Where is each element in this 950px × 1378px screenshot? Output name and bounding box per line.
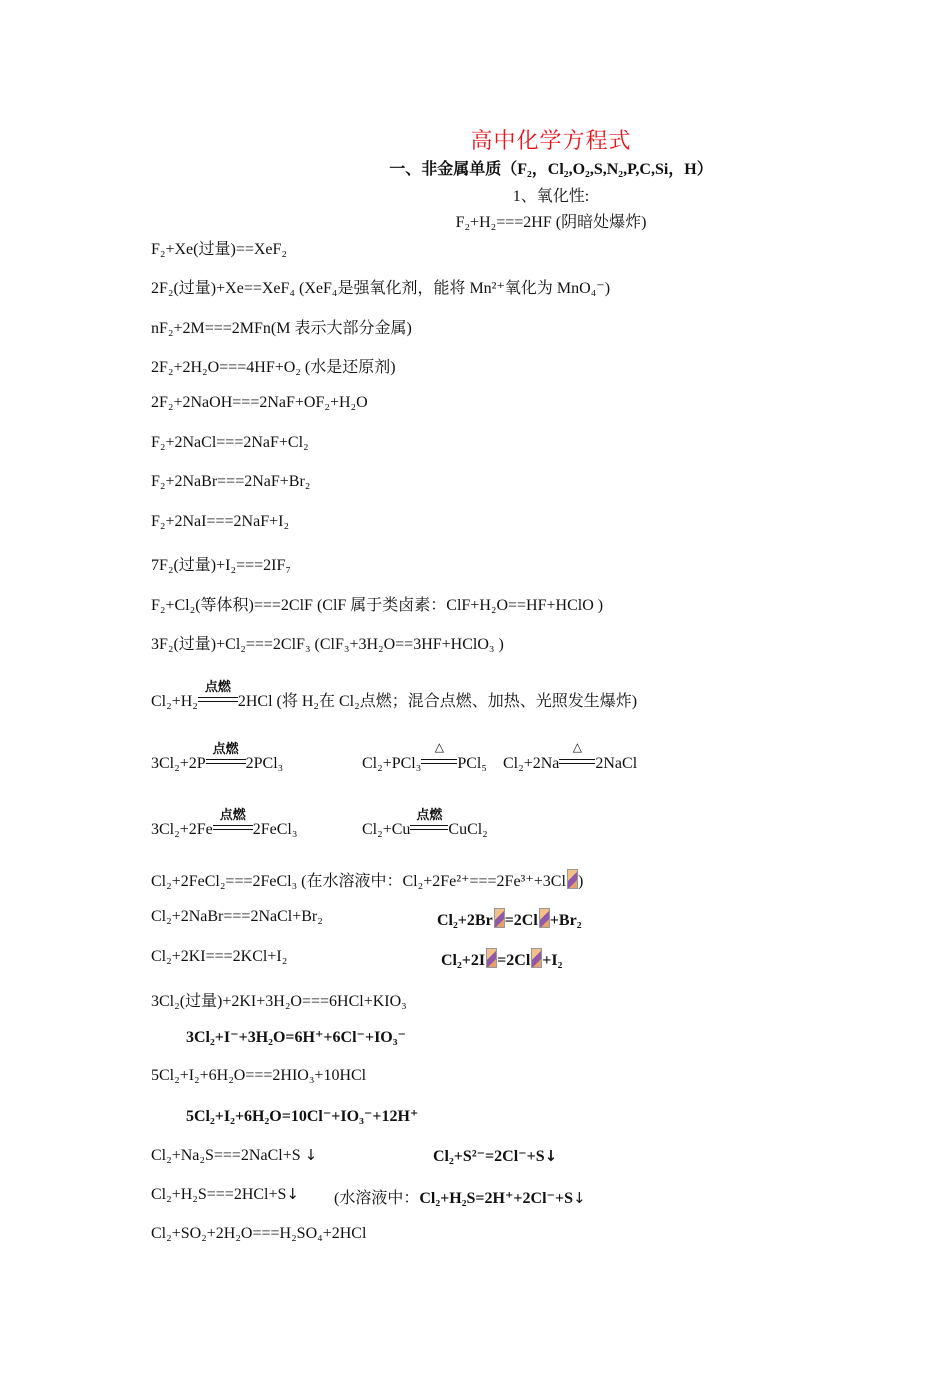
equation-line: 7F₂(过量)+I₂===2IF₇	[151, 557, 291, 574]
equation-part: Cl₂+2I	[441, 952, 486, 969]
equation-line: 2F₂(过量)+Xe==XeF₄ (XeF₄是强氧化剂，能将 Mn²⁺氧化为 MnO₄⁻)	[151, 280, 611, 297]
equation-line: 3Cl₂(过量)+2KI+3H₂O===6HCl+KIO₃	[151, 993, 407, 1010]
equation-line: F₂+Cl₂(等体积)===2ClF (ClF 属于类卤素：ClF+H₂O==HF+HClO )	[151, 597, 604, 614]
reaction-condition	[198, 680, 238, 706]
ion-charge-image	[567, 869, 578, 889]
equation-part: +Br₂	[549, 912, 582, 929]
equation-text: Cl₂+2FeCl₂===2FeCl₃ (在水溶液中：Cl₂+2Fe²⁺===2Fe³⁺+3Cl	[151, 873, 566, 890]
reactants: Cl₂+H₂	[151, 693, 198, 710]
condition-label: 点燃	[416, 808, 443, 823]
equation-line: 2F₂+2NaOH===2NaF+OF₂+H₂O	[151, 394, 368, 411]
reaction-condition	[421, 740, 457, 768]
ionic-equation: 5Cl₂+I₂+6H₂O=10Cl⁻+IO₃⁻+12H⁺	[186, 1108, 419, 1125]
equation-line: F₂+2NaBr===2NaF+Br₂	[151, 473, 311, 490]
ion-charge-image	[531, 948, 542, 968]
ionic-equation	[437, 908, 582, 930]
equation-line	[151, 680, 638, 711]
equation-line: F₂+2NaI===2NaF+I₂	[151, 513, 290, 530]
heat-symbol: △	[434, 740, 444, 754]
equation-line: Cl₂+2NaBr===2NaCl+Br₂	[151, 908, 323, 925]
equation-line: 3F₂(过量)+Cl₂===2ClF₃ (ClF₃+3H₂O==3HF+HClO₃ )	[151, 636, 504, 653]
products: PCl₅	[457, 755, 487, 772]
equation-line: Cl₂+2KI===2KCl+I₂	[151, 948, 288, 965]
equation-line: F₂+Xe(过量)==XeF₂	[151, 241, 287, 258]
equation-line: nF₂+2M===2MFn(M 表示大部分金属)	[151, 320, 412, 337]
closing-paren: )	[577, 873, 584, 890]
equation-line	[151, 1146, 317, 1165]
equation-line: F₂+H₂===2HF (阴暗处爆炸)	[455, 214, 647, 231]
equation-line: Cl₂+SO₂+2H₂O===H₂SO₄+2HCl	[151, 1225, 367, 1242]
ion-charge-image	[494, 908, 505, 928]
ionic-equation: Cl₂+H₂S=2H⁺+2Cl⁻+S	[419, 1190, 573, 1207]
equation-text: Cl₂+S²⁻=2Cl⁻+S	[433, 1148, 545, 1165]
ionic-equation	[433, 1146, 557, 1166]
reaction-condition	[213, 808, 253, 834]
section-heading: 一、非金属单质（F₂，Cl₂,O₂,S,N₂,P,C,Si，H）	[389, 161, 713, 178]
reactants: 3Cl₂+2Fe	[151, 821, 213, 838]
precipitate-arrow-icon: ↓	[286, 1185, 299, 1203]
products: 2HCl (将 H₂在 Cl₂点燃；混合点燃、加热、光照发生爆炸)	[237, 693, 638, 710]
equation-part: +I₂	[542, 952, 563, 969]
equation-part: Cl₂+2Br	[437, 912, 493, 929]
equation-line	[151, 742, 284, 773]
equation-line	[503, 740, 638, 773]
reaction-condition	[206, 742, 246, 768]
precipitate-arrow-icon: ↓	[544, 1147, 558, 1165]
reactants: Cl₂+PCl₃	[362, 755, 422, 772]
heat-symbol: △	[572, 740, 582, 754]
condition-label: 点燃	[212, 742, 239, 757]
equation-line	[151, 808, 298, 839]
equation-line	[362, 808, 488, 839]
ionic-equation	[441, 948, 562, 970]
reactants: Cl₂+2Na	[503, 755, 560, 772]
products: 2PCl₃	[245, 755, 284, 772]
products: CuCl₂	[448, 821, 488, 838]
reactants: 3Cl₂+2P	[151, 755, 206, 772]
note-text: (水溶液中：	[334, 1190, 420, 1207]
ionic-equation: 3Cl₂+I⁻+3H₂O=6H⁺+6Cl⁻+IO₃⁻	[186, 1029, 406, 1046]
equation-part: =2Cl	[497, 952, 531, 969]
products: 2NaCl	[595, 755, 638, 772]
condition-label: 点燃	[204, 680, 231, 695]
precipitate-arrow-icon: ↓	[304, 1146, 318, 1164]
subsection-heading: 1、氧化性:	[512, 188, 590, 205]
reactants: Cl₂+Cu	[362, 821, 411, 838]
reaction-condition	[410, 808, 448, 834]
products: 2FeCl₃	[252, 821, 298, 838]
equation-line: 2F₂+2H₂O===4HF+O₂ (水是还原剂)	[151, 359, 396, 376]
equation-line	[151, 1185, 299, 1204]
document-title: 高中化学方程式	[470, 129, 632, 154]
reaction-condition	[559, 740, 595, 768]
precipitate-arrow-icon: ↓	[572, 1189, 586, 1207]
ion-charge-image	[539, 908, 550, 928]
equation-line	[362, 740, 487, 773]
condition-label: 点燃	[219, 808, 246, 823]
equation-text: Cl₂+Na₂S===2NaCl+S	[151, 1147, 301, 1164]
ion-charge-image	[486, 948, 497, 968]
equation-line	[151, 868, 583, 891]
equation-line: 5Cl₂+I₂+6H₂O===2HIO₃+10HCl	[151, 1067, 367, 1084]
equation-note	[334, 1185, 586, 1208]
equation-part: =2Cl	[504, 912, 538, 929]
equation-line: F₂+2NaCl===2NaF+Cl₂	[151, 434, 309, 451]
equation-text: Cl₂+H₂S===2HCl+S	[151, 1186, 287, 1203]
